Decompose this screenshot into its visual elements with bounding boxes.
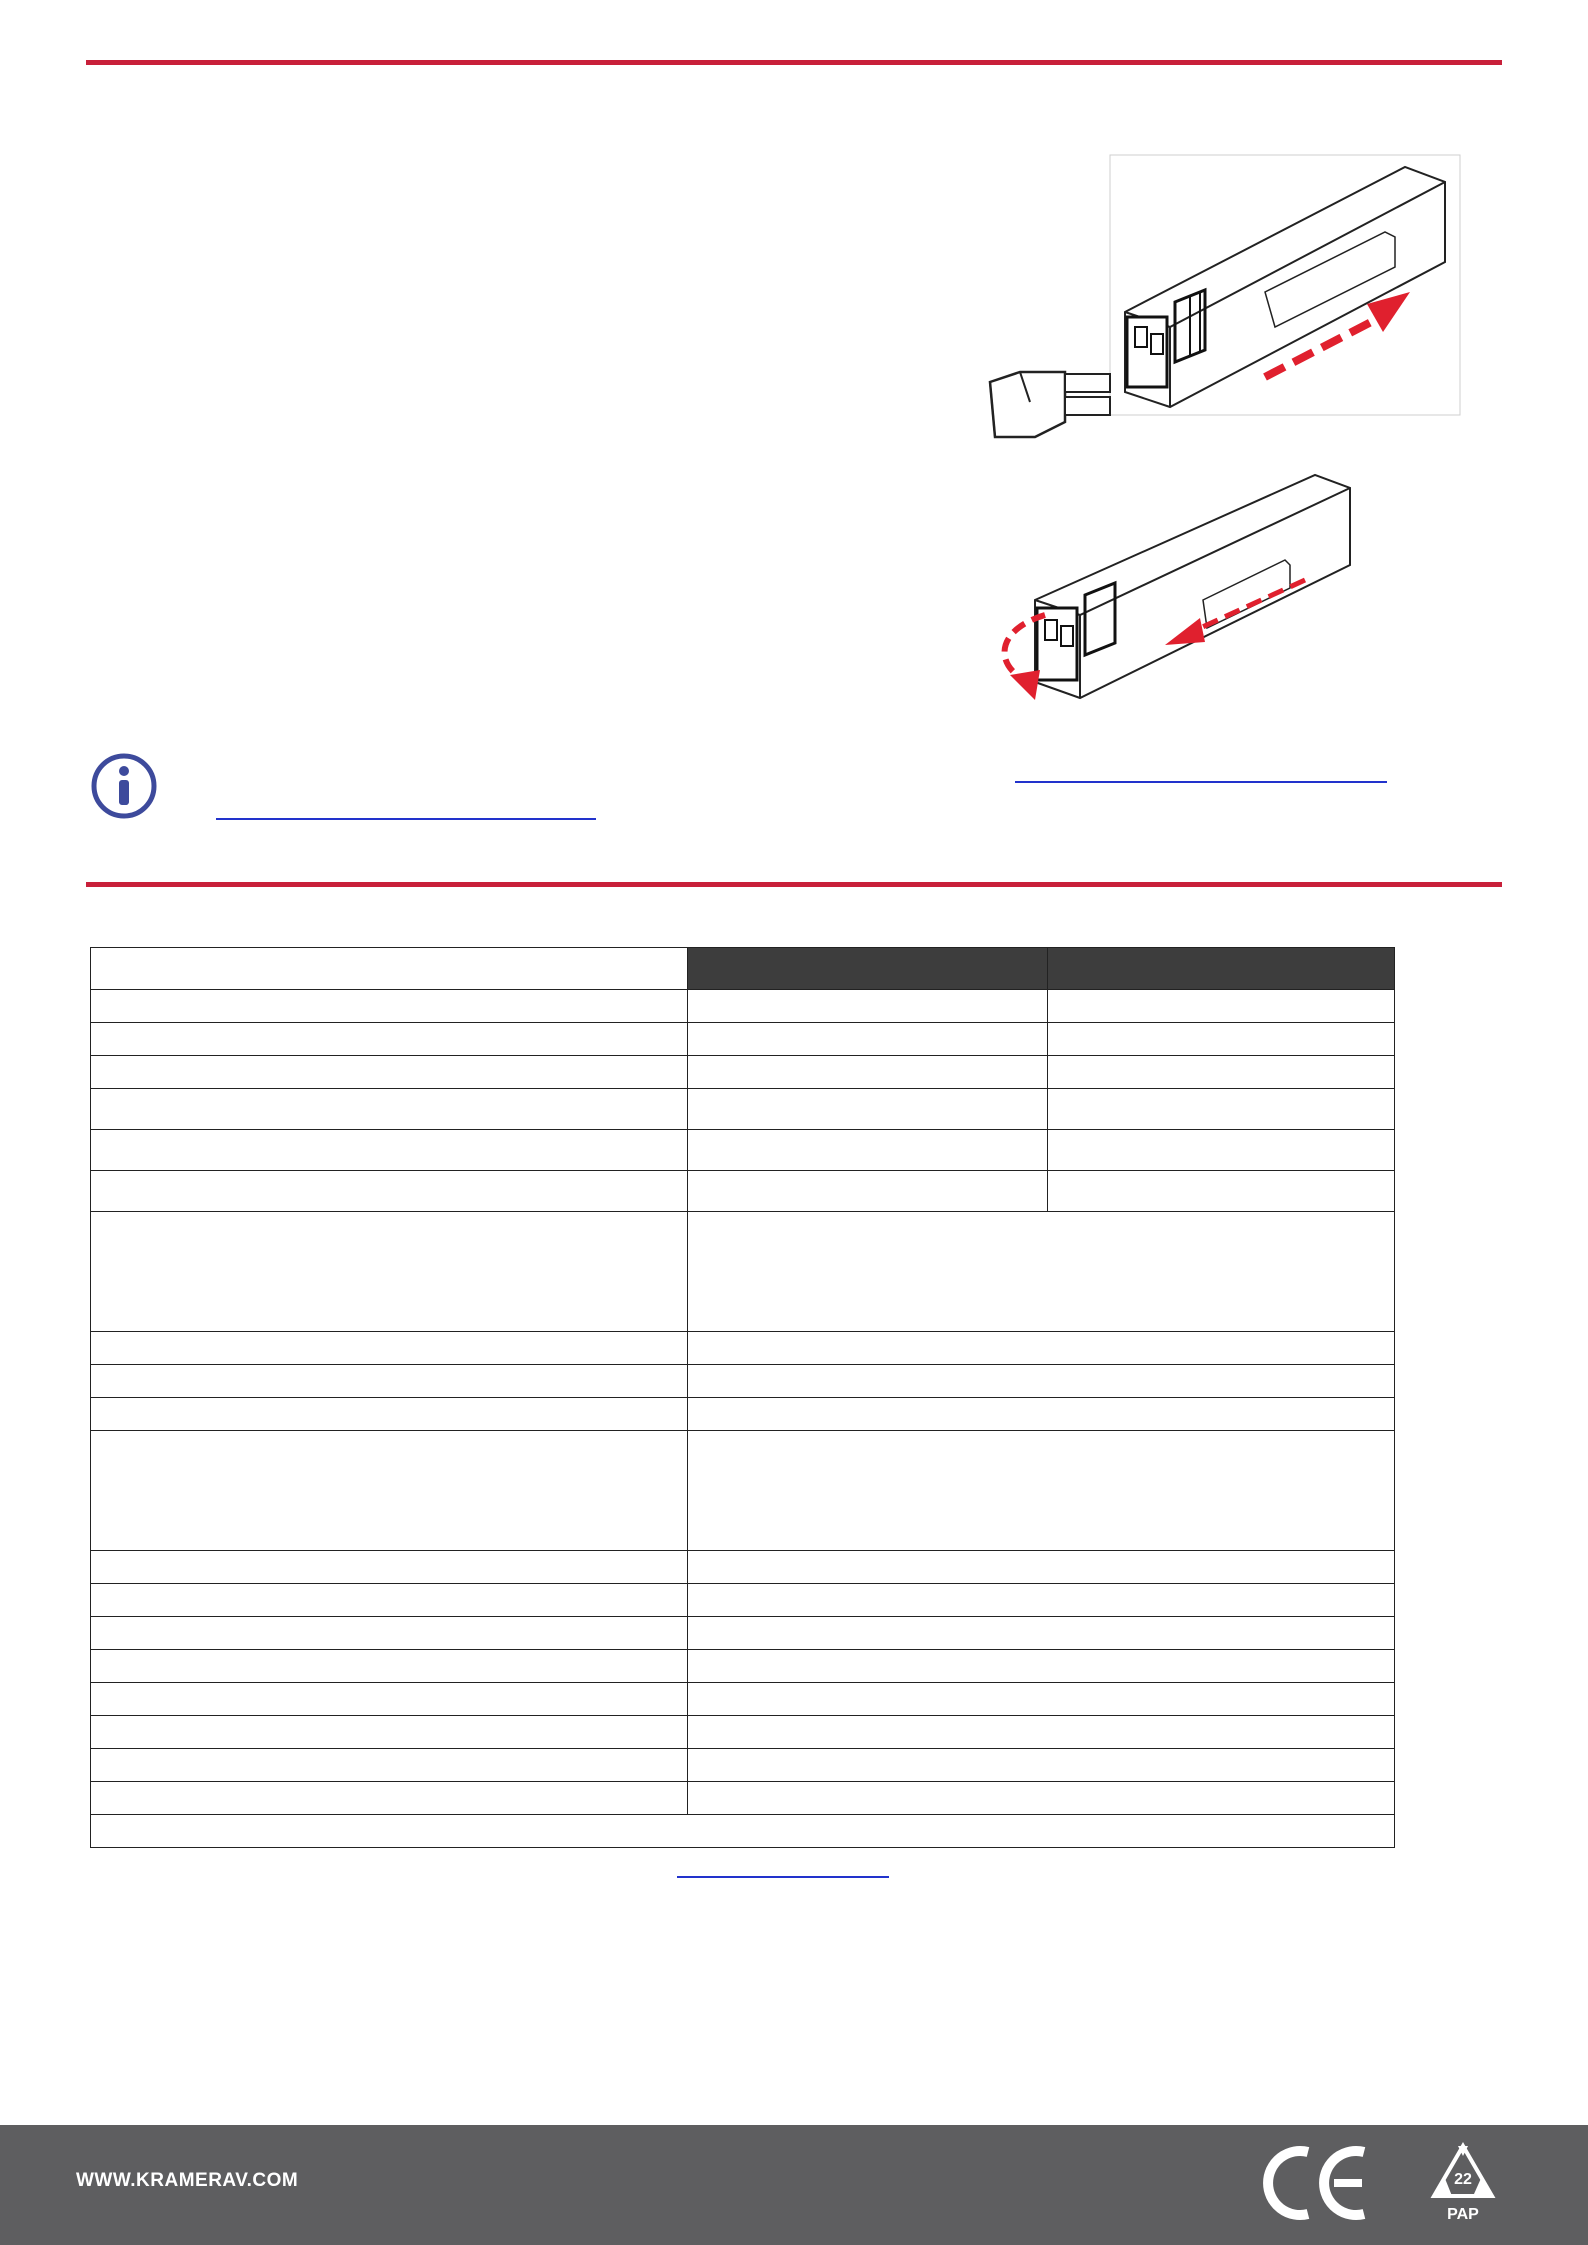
table-row	[91, 1332, 1395, 1365]
table-cell-value	[688, 1617, 1395, 1650]
table-row	[91, 1683, 1395, 1716]
table-header-cell-model-b	[1048, 948, 1395, 990]
note-link-underline-continued[interactable]	[216, 818, 596, 820]
table-cell-label	[91, 1130, 688, 1171]
table-cell-label	[91, 1782, 688, 1815]
table-row	[91, 1551, 1395, 1584]
specifications-table	[90, 947, 1395, 1848]
table-row	[91, 1398, 1395, 1431]
table-cell-value	[688, 1056, 1048, 1089]
table-cell-value	[1048, 990, 1395, 1023]
table-cell-value	[688, 990, 1048, 1023]
table-cell-label	[91, 1171, 688, 1212]
table-row	[91, 1431, 1395, 1551]
table-cell-value	[688, 1212, 1395, 1332]
sfp-dust-plug-removal-illustration	[985, 152, 1465, 467]
table-cell-value	[688, 1398, 1395, 1431]
table-cell-value	[688, 1171, 1048, 1212]
table-cell-label	[91, 1431, 688, 1551]
table-cell-value	[688, 1089, 1048, 1130]
table-cell-value	[1048, 1130, 1395, 1171]
recycling-code: 22	[1454, 2171, 1472, 2188]
table-row	[91, 1023, 1395, 1056]
table-cell-label	[91, 1332, 688, 1365]
note-link-underline[interactable]	[1015, 781, 1387, 783]
table-cell-label	[91, 1551, 688, 1584]
table-cell-value	[688, 1782, 1395, 1815]
table-row	[91, 1056, 1395, 1089]
table-cell-label	[91, 1398, 688, 1431]
table-cell-value	[688, 1584, 1395, 1617]
recycling-pap-icon	[1428, 2142, 1498, 2224]
table-cell-label	[91, 1683, 688, 1716]
table-row	[91, 990, 1395, 1023]
info-icon	[90, 752, 158, 820]
table-cell-value	[688, 1332, 1395, 1365]
top-divider-rule	[86, 60, 1502, 65]
footer-website[interactable]: WWW.KRAMERAV.COM	[76, 2170, 299, 2191]
table-cell-value	[688, 1650, 1395, 1683]
table-cell-value	[688, 1365, 1395, 1398]
table-cell-value	[688, 1023, 1048, 1056]
section-divider-rule	[86, 882, 1502, 887]
recycling-label: PAP	[1447, 2206, 1479, 2223]
table-row	[91, 1782, 1395, 1815]
table-row	[91, 1089, 1395, 1130]
table-row	[91, 1171, 1395, 1212]
table-cell-label	[91, 1089, 688, 1130]
table-cell-value	[1048, 1171, 1395, 1212]
table-row	[91, 1650, 1395, 1683]
table-row	[91, 1617, 1395, 1650]
table-cell-value	[1048, 1023, 1395, 1056]
table-row	[91, 1130, 1395, 1171]
table-cell-label	[91, 1617, 688, 1650]
table-cell-label	[91, 1749, 688, 1782]
table-row	[91, 1815, 1395, 1848]
table-cell-value	[688, 1431, 1395, 1551]
table-cell-label	[91, 1716, 688, 1749]
table-cell-label	[91, 1650, 688, 1683]
table-cell-value	[1048, 1056, 1395, 1089]
table-row	[91, 1584, 1395, 1617]
table-row	[91, 1212, 1395, 1332]
sfp-latch-close-illustration	[985, 470, 1355, 720]
table-row	[91, 1365, 1395, 1398]
table-cell-label	[91, 1056, 688, 1089]
table-cell-value	[1048, 1089, 1395, 1130]
table-cell-value	[688, 1716, 1395, 1749]
table-header-cell-model-a	[688, 948, 1048, 990]
table-header-cell-label	[91, 948, 688, 990]
table-cell-label	[91, 1212, 688, 1332]
ce-mark-icon	[1262, 2140, 1370, 2226]
table-cell-label	[91, 1023, 688, 1056]
table-cell-value	[688, 1551, 1395, 1584]
table-cell-footer	[91, 1815, 1395, 1848]
table-cell-value	[688, 1130, 1048, 1171]
table-link-underline[interactable]	[677, 1876, 889, 1878]
table-cell-label	[91, 1365, 688, 1398]
table-row	[91, 1749, 1395, 1782]
table-cell-value	[688, 1749, 1395, 1782]
table-row	[91, 1716, 1395, 1749]
table-cell-label	[91, 990, 688, 1023]
table-cell-value	[688, 1683, 1395, 1716]
table-header-row	[91, 948, 1395, 990]
table-cell-label	[91, 1584, 688, 1617]
